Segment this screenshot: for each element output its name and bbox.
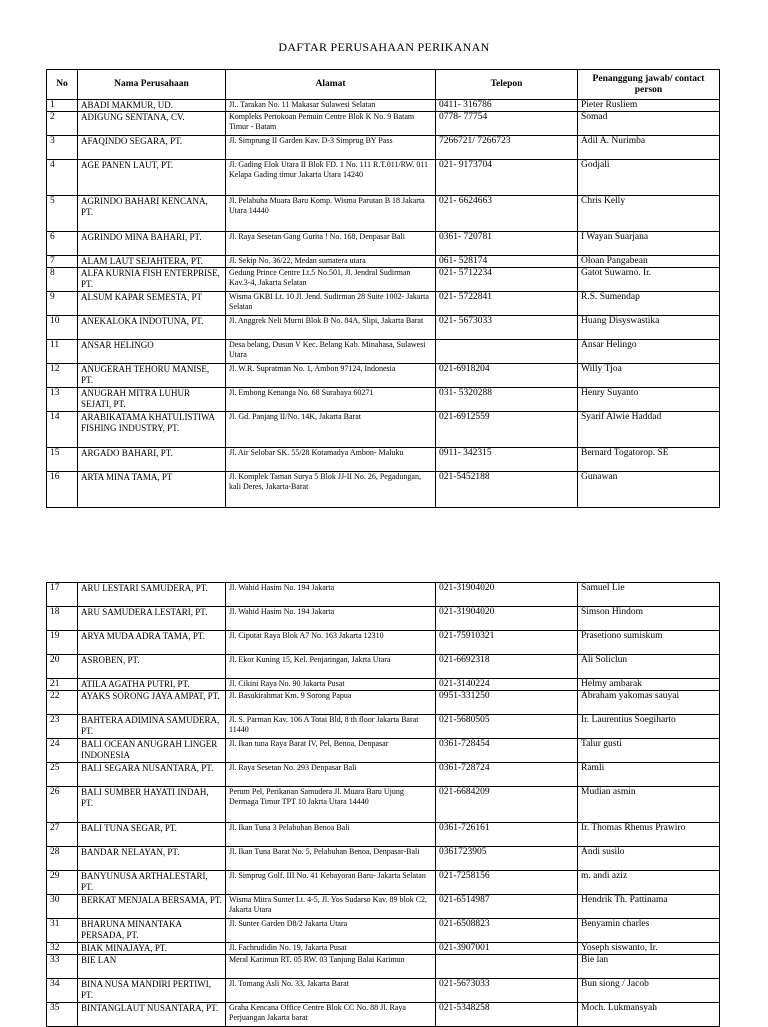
table-row xyxy=(47,715,720,739)
table-row xyxy=(47,847,720,871)
cell-address: Jl. Wahid Hasim No. 194 Jakarta xyxy=(226,583,436,607)
cell-phone: 021- 9173704 xyxy=(436,160,578,196)
cell-phone: 021-6508823 xyxy=(436,919,578,943)
cell-phone: 021- 5673033 xyxy=(436,316,578,340)
cell-address: Jl. Anggrek Neli Murni Blok B No. 84A, Slipi, Jakarta Barat xyxy=(226,316,436,340)
cell-phone: 021- 5712234 xyxy=(436,268,578,292)
cell-address: Jl. Raya Sesetan No. 293 Denpasar Bali xyxy=(226,763,436,787)
cell-contact-person: Ramli xyxy=(578,763,720,787)
cell-company-name: ABADI MAKMUR, UD. xyxy=(78,100,226,112)
cell-company-name: BIAK MINAJAYA, PT. xyxy=(78,943,226,955)
table-row xyxy=(47,955,720,979)
cell-company-name: BHARUNA MINANTAKA PERSADA, PT. xyxy=(78,919,226,943)
table-row xyxy=(47,316,720,340)
cell-address: Jl. W.R. Supratman No. 1, Ambon 97124, Indonesia xyxy=(226,364,436,388)
cell-address: Jl. Simprug Golf. III No. 41 Kebayoran Baru- Jakarta Selatan xyxy=(226,871,436,895)
cell-company-name: BERKAT MENJALA BERSAMA, PT. xyxy=(78,895,226,919)
cell-contact-person: Godjali xyxy=(578,160,720,196)
cell-phone: 021-31904020 xyxy=(436,607,578,631)
cell-no: 15 xyxy=(47,448,78,472)
cell-address: Jl. Sekip No. 36/22, Medan sumatera utara xyxy=(226,256,436,268)
cell-no: 31 xyxy=(47,919,78,943)
table-row xyxy=(47,583,720,607)
cell-no: 34 xyxy=(47,979,78,1003)
cell-company-name: AFAQINDO SEGARA, PT. xyxy=(78,136,226,160)
cell-phone: 0411- 316786 xyxy=(436,100,578,112)
cell-no: 3 xyxy=(47,136,78,160)
cell-contact-person: Simson Hindom xyxy=(578,607,720,631)
table-row xyxy=(47,919,720,943)
cell-contact-person: Adil A. Nurimba xyxy=(578,136,720,160)
cell-phone: 021-31904020 xyxy=(436,583,578,607)
table-row xyxy=(47,739,720,763)
cell-contact-person: Somad xyxy=(578,112,720,136)
table-row xyxy=(47,787,720,823)
cell-no: 19 xyxy=(47,631,78,655)
cell-company-name: BIE LAN xyxy=(78,955,226,979)
cell-phone: 0361-728724 xyxy=(436,763,578,787)
cell-company-name: ADIGUNG SENTANA, CV. xyxy=(78,112,226,136)
cell-phone: 021-5680505 xyxy=(436,715,578,739)
cell-phone: 7266721/ 7266723 xyxy=(436,136,578,160)
cell-address: Kompleks Pertokoan Pemuin Centre Blok K No. 9 Batam Timur - Batam xyxy=(226,112,436,136)
cell-no: 28 xyxy=(47,847,78,871)
cell-no: 11 xyxy=(47,340,78,364)
header-company-name: Nama Perusahaan xyxy=(78,70,226,100)
cell-company-name: AGRINDO MINA BAHARI, PT. xyxy=(78,232,226,256)
cell-company-name: ANUGERAH TEHORU MANISE, PT. xyxy=(78,364,226,388)
cell-address: Wisma Mitra Sunter Lt. 4-5, Jl. Yos Sudarso Kav. 89 blok C2, Jakarta Utara xyxy=(226,895,436,919)
cell-contact-person: Syarif Alwie Haddad xyxy=(578,412,720,448)
cell-phone: 0361- 720781 xyxy=(436,232,578,256)
cell-phone: 021-6514987 xyxy=(436,895,578,919)
cell-contact-person: Mudian asmin xyxy=(578,787,720,823)
cell-address: Jl. Ekor Kuning 15, Kel. Penjaringan, Jakrta Utara xyxy=(226,655,436,679)
table-row xyxy=(47,655,720,679)
cell-address: Jl. Ikan tuna Raya Barat IV, Pel, Benoa, Denpasar xyxy=(226,739,436,763)
cell-phone: 021-6692318 xyxy=(436,655,578,679)
cell-company-name: ALFA KURNIA FISH ENTERPRISE, PT. xyxy=(78,268,226,292)
cell-address: Jl. Ikan Tuna 3 Pelabuhan Benoa Bali xyxy=(226,823,436,847)
cell-phone: 021-6684209 xyxy=(436,787,578,823)
cell-contact-person: Bie lan xyxy=(578,955,720,979)
cell-no: 22 xyxy=(47,691,78,715)
cell-phone: 061- 528174 xyxy=(436,256,578,268)
cell-phone: 021-5673033 xyxy=(436,979,578,1003)
cell-company-name: ANUGRAH MITRA LUHUR SEJATI, PT. xyxy=(78,388,226,412)
cell-company-name: ANSAR HELINGO xyxy=(78,340,226,364)
cell-phone: 0951-331250 xyxy=(436,691,578,715)
cell-address: Jl. Tomang Asli No. 33, Jakarta Barat xyxy=(226,979,436,1003)
table-row xyxy=(47,340,720,364)
cell-contact-person: Gunawan xyxy=(578,472,720,508)
cell-no: 24 xyxy=(47,739,78,763)
cell-address: Graha Kencana Office Centre Blok CC No. 88 Jl. Raya Perjuangan Jakarta barat xyxy=(226,1003,436,1027)
cell-no: 7 xyxy=(47,256,78,268)
cell-phone: 021- 5722841 xyxy=(436,292,578,316)
cell-no: 5 xyxy=(47,196,78,232)
table-row xyxy=(47,112,720,136)
table-row xyxy=(47,979,720,1003)
cell-address: Jl. Embong Kenanga No. 68 Surabaya 60271 xyxy=(226,388,436,412)
cell-address: Jl. Fachrudidin No. 19, Jakarta Pusat xyxy=(226,943,436,955)
cell-contact-person: Yoseph siswanto, Ir. xyxy=(578,943,720,955)
table-row xyxy=(47,607,720,631)
cell-company-name: BALI SEGARA NUSANTARA, PT. xyxy=(78,763,226,787)
header-phone: Telepon xyxy=(436,70,578,100)
document-title: DAFTAR PERUSAHAAN PERIKANAN xyxy=(278,40,490,54)
cell-address: Jl. Basukirahmat Km. 9 Sorong Papua xyxy=(226,691,436,715)
cell-phone: 021-3907001 xyxy=(436,943,578,955)
cell-company-name: ANEKALOKA INDOTUNA, PT. xyxy=(78,316,226,340)
cell-address: Jl. Ikan Tuna Barat No. 5, Pelabuhan Benoa, Denpasar-Bali xyxy=(226,847,436,871)
cell-address: Jl. Cikini Raya No. 90 Jakarta Pusat xyxy=(226,679,436,691)
cell-no: 25 xyxy=(47,763,78,787)
cell-address: Jl. Simprung II Garden Kav. D-3 Simprug BY Pass xyxy=(226,136,436,160)
cell-no: 23 xyxy=(47,715,78,739)
header-contact-person: Penanggung jawab/ contact person xyxy=(578,70,720,100)
header-no: No xyxy=(47,70,78,100)
cell-phone: 031- 5320288 xyxy=(436,388,578,412)
cell-no: 16 xyxy=(47,472,78,508)
cell-company-name: AGRINDO BAHARI KENCANA, PT. xyxy=(78,196,226,232)
cell-phone: 021-75910321 xyxy=(436,631,578,655)
cell-no: 17 xyxy=(47,583,78,607)
table-row xyxy=(47,136,720,160)
cell-phone: 021- 6624663 xyxy=(436,196,578,232)
cell-address: Jl. S. Parman Kav. 106 A Totai Bld, 8 th floor Jakarta Barat 11440 xyxy=(226,715,436,739)
cell-no: 2 xyxy=(47,112,78,136)
cell-address: Jl. Wahid Hasim No. 194 Jakarta xyxy=(226,607,436,631)
table-row xyxy=(47,448,720,472)
table-row xyxy=(47,691,720,715)
cell-contact-person: Oloan Pangabean xyxy=(578,256,720,268)
table-row xyxy=(47,679,720,691)
cell-no: 35 xyxy=(47,1003,78,1027)
cell-company-name: ALAM LAUT SEJAHTERA, PT. xyxy=(78,256,226,268)
cell-no: 26 xyxy=(47,787,78,823)
table-row xyxy=(47,871,720,895)
cell-company-name: BALI SUMBER HAYATI INDAH, PT. xyxy=(78,787,226,823)
table-row xyxy=(47,943,720,955)
cell-company-name: ARU LESTARI SAMUDERA, PT. xyxy=(78,583,226,607)
cell-contact-person: Bun siong / Jacob xyxy=(578,979,720,1003)
cell-no: 10 xyxy=(47,316,78,340)
table-row xyxy=(47,268,720,292)
table-row xyxy=(47,412,720,448)
cell-contact-person: Pieter Rusliem xyxy=(578,100,720,112)
cell-company-name: BAHTERA ADIMINA SAMUDERA, PT. xyxy=(78,715,226,739)
company-table-page-2 xyxy=(46,582,720,1027)
cell-contact-person: Moch. Lukmansyah xyxy=(578,1003,720,1027)
cell-address: Jl. Pelabuha Muara Baru Komp. Wisma Parutan B 18 Jakarta Utara 14440 xyxy=(226,196,436,232)
cell-company-name: ASROBEN, PT. xyxy=(78,655,226,679)
cell-phone: 021-7258156 xyxy=(436,871,578,895)
cell-contact-person: Ir. Thomas Rhenus Prawiro xyxy=(578,823,720,847)
cell-contact-person: Bernard Togatorop. SE xyxy=(578,448,720,472)
cell-company-name: BANYUNUSA ARTHALESTARI, PT. xyxy=(78,871,226,895)
cell-company-name: AYAKS SORONG JAYA AMPAT, PT. xyxy=(78,691,226,715)
cell-address: Meral Karimun RT. 05 RW. 03 Tanjung Balai Karimun xyxy=(226,955,436,979)
cell-company-name: ALSUM KAPAR SEMESTA, PT xyxy=(78,292,226,316)
cell-contact-person: Ir. Laurentius Soegiharto xyxy=(578,715,720,739)
cell-no: 13 xyxy=(47,388,78,412)
cell-contact-person: R.S. Sumendap xyxy=(578,292,720,316)
cell-contact-person: Prasetiono sumiskum xyxy=(578,631,720,655)
cell-address: Jl. Komplek Taman Surya 5 Blok JJ-II No. 26, Pegadungan, kali Deres, Jakarta-Barat xyxy=(226,472,436,508)
table-row xyxy=(47,631,720,655)
company-table-page-1 xyxy=(46,69,720,508)
table-row xyxy=(47,256,720,268)
table-row xyxy=(47,895,720,919)
cell-no: 33 xyxy=(47,955,78,979)
cell-company-name: BINTANGLAUT NUSANTARA, PT. xyxy=(78,1003,226,1027)
cell-phone: 021-5348258 xyxy=(436,1003,578,1027)
cell-contact-person: Chris Kelly xyxy=(578,196,720,232)
cell-contact-person: Samuel Lie xyxy=(578,583,720,607)
cell-company-name: ATILA AGATHA PUTRI, PT. xyxy=(78,679,226,691)
table-row xyxy=(47,472,720,508)
cell-phone: 0361-728454 xyxy=(436,739,578,763)
cell-phone: 021-5452188 xyxy=(436,472,578,508)
cell-company-name: BALI OCEAN ANUGRAH LINGER INDONESIA xyxy=(78,739,226,763)
cell-no: 21 xyxy=(47,679,78,691)
cell-phone xyxy=(436,340,578,364)
header-address: Alamat xyxy=(226,70,436,100)
cell-contact-person: Abraham yakomas sauyai xyxy=(578,691,720,715)
cell-company-name: BINA NUSA MANDIRI PERTIWI, PT. xyxy=(78,979,226,1003)
cell-address: Jl. Air Selobar SK. 55/28 Kotamadya Ambon- Maluku xyxy=(226,448,436,472)
cell-no: 12 xyxy=(47,364,78,388)
cell-phone: 0911- 342315 xyxy=(436,448,578,472)
cell-phone: 021-6912559 xyxy=(436,412,578,448)
cell-no: 18 xyxy=(47,607,78,631)
cell-address: Jl. Ciputat Raya Blok A7 No. 163 Jakarta 12310 xyxy=(226,631,436,655)
table-row xyxy=(47,196,720,232)
cell-no: 32 xyxy=(47,943,78,955)
cell-contact-person: Helmy ambarak xyxy=(578,679,720,691)
cell-company-name: BANDAR NELAYAN, PT. xyxy=(78,847,226,871)
cell-company-name: ARGADO BAHARI, PT. xyxy=(78,448,226,472)
cell-phone: 021-3140224 xyxy=(436,679,578,691)
cell-contact-person: I Wayan Suarjana xyxy=(578,232,720,256)
table-row xyxy=(47,1003,720,1027)
table-row xyxy=(47,763,720,787)
cell-address: Desa belang, Dusun V Kec. Belang Kab. Minahasa, Sulawesi Utara xyxy=(226,340,436,364)
cell-no: 30 xyxy=(47,895,78,919)
cell-address: Jl. Raya Sesetan Gang Gurita ! No. 168, Denpasar Bali xyxy=(226,232,436,256)
cell-contact-person: Willy Tjoa xyxy=(578,364,720,388)
cell-no: 4 xyxy=(47,160,78,196)
cell-address: Perum Pel, Perikanan Samudera Jl. Muara Baru Ujung Dermaga Timur TPT 10 Jakrta Utara 14440 xyxy=(226,787,436,823)
table-row xyxy=(47,100,720,112)
cell-contact-person: Ali Soliclun xyxy=(578,655,720,679)
cell-contact-person: Gatot Suwarno. Ir. xyxy=(578,268,720,292)
table-body xyxy=(47,583,720,1027)
cell-contact-person: Benyamin charles xyxy=(578,919,720,943)
cell-address: Jl. Gd. Panjang II/No. 14K, Jakarta Barat xyxy=(226,412,436,448)
cell-company-name: ARABIKATAMA KHATULISTIWA FISHING INDUSTRY, PT. xyxy=(78,412,226,448)
cell-company-name: BALI TUNA SEGAR, PT. xyxy=(78,823,226,847)
cell-phone: 0778- 77754 xyxy=(436,112,578,136)
cell-company-name: ARYA MUDA ADRA TAMA, PT. xyxy=(78,631,226,655)
cell-no: 9 xyxy=(47,292,78,316)
cell-phone: 0361723905 xyxy=(436,847,578,871)
table-row xyxy=(47,160,720,196)
table-row xyxy=(47,823,720,847)
cell-no: 8 xyxy=(47,268,78,292)
table-header-row xyxy=(47,70,720,100)
table-row xyxy=(47,388,720,412)
cell-address: Jl.. Tarakan No. 11 Makasar Sulawesi Selatan xyxy=(226,100,436,112)
cell-contact-person: Andi susilo xyxy=(578,847,720,871)
cell-phone: 0361-726161 xyxy=(436,823,578,847)
cell-contact-person: Henry Suyanto xyxy=(578,388,720,412)
table-row xyxy=(47,292,720,316)
cell-address: Jl. Sunter Garden D8/2 Jakarta Utara xyxy=(226,919,436,943)
table-body xyxy=(47,100,720,508)
cell-address: Wisma GKBI Lt. 10 Jl. Jend. Sudirman 28 Suite 1002- Jakarta Selatan xyxy=(226,292,436,316)
cell-no: 29 xyxy=(47,871,78,895)
cell-company-name: ARU SAMUDERA LESTARI, PT. xyxy=(78,607,226,631)
cell-company-name: AGE PANEN LAUT, PT. xyxy=(78,160,226,196)
cell-phone: 021-6918204 xyxy=(436,364,578,388)
table-row xyxy=(47,232,720,256)
cell-contact-person: Hendrik Th. Pattinama xyxy=(578,895,720,919)
cell-phone xyxy=(436,955,578,979)
cell-company-name: ARTA MINA TAMA, PT xyxy=(78,472,226,508)
cell-contact-person: Ansar Helingo xyxy=(578,340,720,364)
cell-no: 6 xyxy=(47,232,78,256)
cell-address: Gedung Prince Centre Lt.5 No.501, Jl. Jendral Sudirman Kav.3-4, Jakarta Selatan xyxy=(226,268,436,292)
cell-no: 1 xyxy=(47,100,78,112)
cell-contact-person: m. andi aziz xyxy=(578,871,720,895)
cell-contact-person: Talur gusti xyxy=(578,739,720,763)
cell-contact-person: Huang Disyswastika xyxy=(578,316,720,340)
cell-address: Jl. Gading Elok Utara II Blok FD. 1 No. 111 R.T.011/RW. 011 Kelapa Gading timur Jakarta Utara 14240 xyxy=(226,160,436,196)
cell-no: 20 xyxy=(47,655,78,679)
table-row xyxy=(47,364,720,388)
cell-no: 27 xyxy=(47,823,78,847)
cell-no: 14 xyxy=(47,412,78,448)
